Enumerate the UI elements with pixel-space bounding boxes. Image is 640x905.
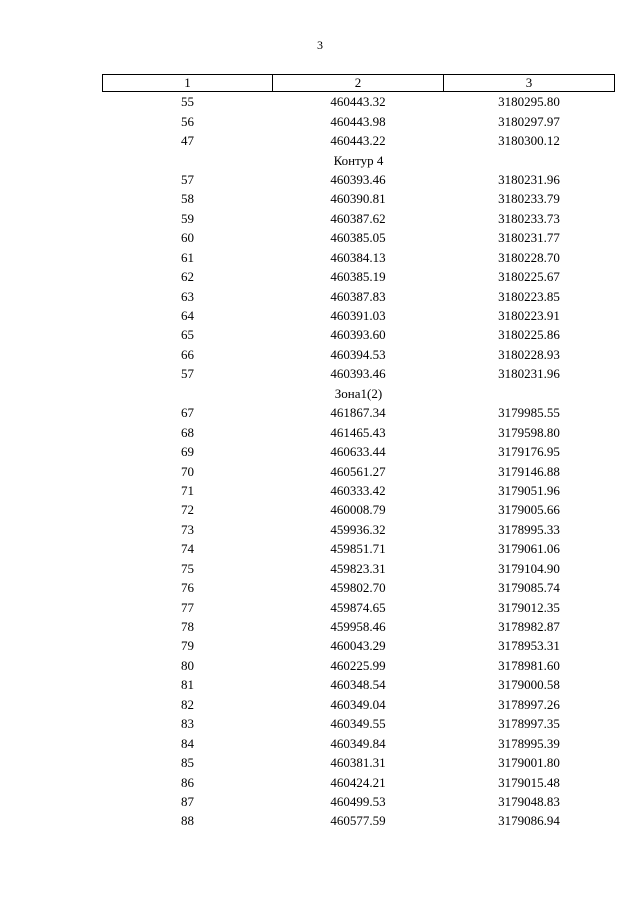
y-coordinate-cell: 3178995.33 [498,521,560,537]
x-coordinate-cell: 460443.22 [330,133,386,149]
table-body [103,92,615,831]
point-number-cell: 86 [181,774,194,790]
table-row [103,131,615,150]
point-number-cell: 66 [181,346,194,362]
x-coordinate-cell: 460384.13 [330,249,386,265]
y-coordinate-cell: 3178995.39 [498,735,560,751]
x-coordinate-cell: 459802.70 [330,580,386,596]
table-row [103,578,615,597]
table-row [103,636,615,655]
y-coordinate-cell: 3178982.87 [498,619,560,635]
x-coordinate-cell: 460333.42 [330,482,386,498]
point-number-cell: 78 [181,619,194,635]
y-coordinate-cell: 3179048.83 [498,793,560,809]
x-coordinate-cell: 460499.53 [330,793,386,809]
y-coordinate-cell: 3179005.66 [498,502,560,518]
table-row [103,520,615,539]
point-number-cell: 74 [181,541,194,557]
column-header-2: 2 [273,75,444,92]
point-number-cell: 62 [181,269,194,285]
y-coordinate-cell: 3179146.88 [498,463,560,479]
x-coordinate-cell: 461867.34 [330,405,386,421]
y-coordinate-cell: 3179051.96 [498,482,560,498]
y-coordinate-cell: 3180233.73 [498,210,560,226]
point-number-cell: 64 [181,308,194,324]
point-number-cell: 59 [181,210,194,226]
section-row [103,150,615,169]
y-coordinate-cell: 3180297.97 [498,113,560,129]
table-row [103,753,615,772]
x-coordinate-cell: 460385.19 [330,269,386,285]
table-row [103,539,615,558]
table-row [103,248,615,267]
y-coordinate-cell: 3180225.86 [498,327,560,343]
y-coordinate-cell: 3180300.12 [498,133,560,149]
y-coordinate-cell: 3179061.06 [498,541,560,557]
y-coordinate-cell: 3178953.31 [498,638,560,654]
table-row [103,228,615,247]
x-coordinate-cell: 460349.55 [330,716,386,732]
point-number-cell: 73 [181,521,194,537]
table-row [103,461,615,480]
table-row [103,364,615,383]
x-coordinate-cell: 460381.31 [330,755,386,771]
table-row [103,714,615,733]
y-coordinate-cell: 3179086.94 [498,813,560,829]
point-number-cell: 56 [181,113,194,129]
point-number-cell: 76 [181,580,194,596]
y-coordinate-cell: 3178997.35 [498,716,560,732]
x-coordinate-cell: 459851.71 [330,541,386,557]
table-row [103,403,615,422]
y-coordinate-cell: 3180225.67 [498,269,560,285]
x-coordinate-cell: 459958.46 [330,619,386,635]
x-coordinate-cell: 460561.27 [330,463,386,479]
table-row [103,267,615,286]
column-header-3: 3 [444,75,615,92]
table-row [103,695,615,714]
y-coordinate-cell: 3178981.60 [498,657,560,673]
table-row [103,559,615,578]
x-coordinate-cell: 460387.62 [330,210,386,226]
point-number-cell: 77 [181,599,194,615]
x-coordinate-cell: 460443.98 [330,113,386,129]
x-coordinate-cell: 460385.05 [330,230,386,246]
point-number-cell: 61 [181,249,194,265]
table-row [103,617,615,636]
y-coordinate-cell: 3180228.93 [498,346,560,362]
y-coordinate-cell: 3180231.77 [498,230,560,246]
y-coordinate-cell: 3179000.58 [498,677,560,693]
x-coordinate-cell: 460577.59 [330,813,386,829]
y-coordinate-cell: 3179176.95 [498,444,560,460]
point-number-cell: 57 [181,171,194,187]
y-coordinate-cell: 3179012.35 [498,599,560,615]
y-coordinate-cell: 3178997.26 [498,696,560,712]
y-coordinate-cell: 3179985.55 [498,405,560,421]
point-number-cell: 69 [181,444,194,460]
table-row [103,422,615,441]
point-number-cell: 80 [181,657,194,673]
table-row [103,170,615,189]
y-coordinate-cell: 3180231.96 [498,366,560,382]
y-coordinate-cell: 3180231.96 [498,171,560,187]
table-row [103,597,615,616]
point-number-cell: 79 [181,638,194,654]
point-number-cell: 88 [181,813,194,829]
table-row [103,111,615,130]
x-coordinate-cell: 459823.31 [330,560,386,576]
point-number-cell: 83 [181,716,194,732]
x-coordinate-cell: 460390.81 [330,191,386,207]
point-number-cell: 84 [181,735,194,751]
y-coordinate-cell: 3180295.80 [498,94,560,110]
coordinates-table [102,74,615,831]
table-row [103,500,615,519]
y-coordinate-cell: 3179598.80 [498,424,560,440]
section-label: Зона1(2) [334,385,383,401]
column-header-1: 1 [103,75,273,92]
x-coordinate-cell: 460225.99 [330,657,386,673]
point-number-cell: 57 [181,366,194,382]
table-row [103,675,615,694]
x-coordinate-cell: 460349.04 [330,696,386,712]
x-coordinate-cell: 460393.60 [330,327,386,343]
x-coordinate-cell: 460633.44 [330,444,386,460]
point-number-cell: 63 [181,288,194,304]
table-row [103,325,615,344]
page-number: 3 [317,38,323,52]
point-number-cell: 70 [181,463,194,479]
y-coordinate-cell: 3179104.90 [498,560,560,576]
y-coordinate-cell: 3180228.70 [498,249,560,265]
table-row [103,656,615,675]
point-number-cell: 85 [181,755,194,771]
point-number-cell: 75 [181,560,194,576]
table-header [103,75,615,92]
point-number-cell: 71 [181,482,194,498]
point-number-cell: 87 [181,793,194,809]
table-row [103,772,615,791]
point-number-cell: 58 [181,191,194,207]
point-number-cell: 55 [181,94,194,110]
y-coordinate-cell: 3179001.80 [498,755,560,771]
x-coordinate-cell: 460387.83 [330,288,386,304]
table-row [103,481,615,500]
x-coordinate-cell: 460394.53 [330,346,386,362]
x-coordinate-cell: 460391.03 [330,308,386,324]
table-row [103,792,615,811]
table-row [103,92,615,112]
table-row [103,189,615,208]
x-coordinate-cell: 460348.54 [330,677,386,693]
x-coordinate-cell: 460443.32 [330,94,386,110]
x-coordinate-cell: 461465.43 [330,424,386,440]
table-row [103,811,615,830]
point-number-cell: 72 [181,502,194,518]
section-row [103,384,615,403]
y-coordinate-cell: 3180233.79 [498,191,560,207]
x-coordinate-cell: 460424.21 [330,774,386,790]
x-coordinate-cell: 460349.84 [330,735,386,751]
table-row [103,442,615,461]
point-number-cell: 81 [181,677,194,693]
y-coordinate-cell: 3180223.91 [498,308,560,324]
y-coordinate-cell: 3179085.74 [498,580,560,596]
table-row [103,286,615,305]
x-coordinate-cell: 460393.46 [330,171,386,187]
table-row [103,209,615,228]
table-row [103,306,615,325]
point-number-cell: 68 [181,424,194,440]
y-coordinate-cell: 3179015.48 [498,774,560,790]
point-number-cell: 82 [181,696,194,712]
point-number-cell: 47 [181,133,194,149]
header-row [103,75,615,92]
x-coordinate-cell: 460008.79 [330,502,386,518]
point-number-cell: 67 [181,405,194,421]
x-coordinate-cell: 460043.29 [330,638,386,654]
point-number-cell: 65 [181,327,194,343]
x-coordinate-cell: 459936.32 [330,521,386,537]
table-row [103,345,615,364]
x-coordinate-cell: 460393.46 [330,366,386,382]
table-row [103,733,615,752]
section-label: Контур 4 [333,152,384,168]
x-coordinate-cell: 459874.65 [330,599,386,615]
point-number-cell: 60 [181,230,194,246]
y-coordinate-cell: 3180223.85 [498,288,560,304]
